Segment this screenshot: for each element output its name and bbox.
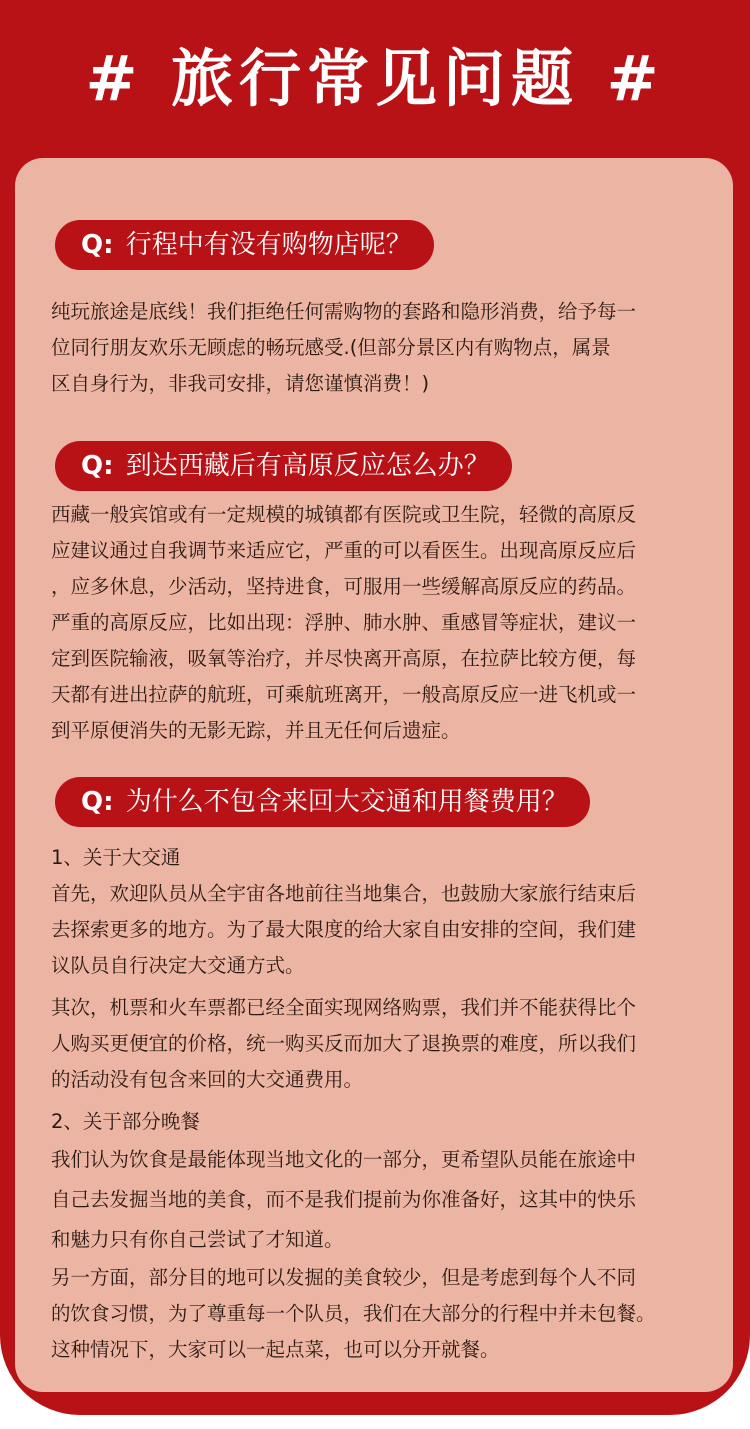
answer-line: 区自身行为，非我司安排，请您谨慎消费！)	[51, 372, 430, 395]
answer-line: 人购买更便宜的价格，统一购买反而加大了退换票的难度，所以我们	[51, 1032, 637, 1055]
answer-line: 到平原便消失的无影无踪，并且无任何后遗症。	[51, 719, 461, 742]
faq-question-transport-meals	[55, 777, 590, 827]
answer-line: 天都有进出拉萨的航班，可乘航班离开，一般高原反应一进飞机或一	[51, 683, 637, 706]
answer-line: 和魅力只有你自己尝试了才知道。	[51, 1228, 344, 1251]
page-title: # 旅行常见问题 #	[85, 42, 665, 115]
faq-question-altitude	[55, 441, 512, 491]
faq-card	[15, 158, 733, 1392]
answer-line: 其次，机票和火车票都已经全面实现网络购票，我们并不能获得比个	[51, 996, 637, 1019]
question-text: 到达西藏后有高原反应怎么办？	[125, 451, 490, 481]
answer-line: 严重的高原反应，比如出现：浮肿、肺水肿、重感冒等症状，建议一	[51, 611, 637, 634]
question-text: 行程中有没有购物店呢？	[125, 230, 412, 260]
section-heading-transport: 1、关于大交通	[51, 846, 181, 869]
answer-line: 另一方面，部分目的地可以发掘的美食较少，但是考虑到每个人不同	[51, 1266, 637, 1289]
question-prefix: Q:	[81, 451, 114, 481]
answer-line: 的活动没有包含来回的大交通费用。	[51, 1068, 364, 1091]
answer-line: 西藏一般宾馆或有一定规模的城镇都有医院或卫生院，轻微的高原反	[51, 503, 637, 526]
answer-line: 议队员自行决定大交通方式。	[51, 954, 305, 977]
answer-line: ，应多休息，少活动，坚持进食，可服用一些缓解高原反应的药品。	[51, 575, 637, 598]
section-heading-meals: 2、关于部分晚餐	[51, 1110, 200, 1133]
faq-question-shopping	[55, 220, 434, 270]
answer-line: 定到医院输液，吸氧等治疗，并尽快离开高原，在拉萨比较方便，每	[51, 647, 637, 670]
question-prefix: Q:	[81, 230, 114, 260]
faq-answer-transport-meals	[51, 840, 711, 1368]
question-text: 为什么不包含来回大交通和用餐费用？	[125, 787, 568, 817]
answer-line: 应建议通过自我调节来适应它，严重的可以看医生。出现高原反应后	[51, 539, 637, 562]
answer-line: 的饮食习惯，为了尊重每一个队员，我们在大部分的行程中并未包餐。	[51, 1302, 656, 1325]
answer-line: 纯玩旅途是底线！我们拒绝任何需购物的套路和隐形消费，给予每一	[51, 300, 637, 323]
faq-answer-shopping	[51, 294, 711, 402]
answer-line: 位同行朋友欢乐无顾虑的畅玩感受.(但部分景区内有购物点，属景	[51, 336, 611, 359]
answer-line: 去探索更多的地方。为了最大限度的给大家自由安排的空间，我们建	[51, 918, 637, 941]
answer-line: 这种情况下，大家可以一起点菜，也可以分开就餐。	[51, 1338, 500, 1361]
question-prefix: Q:	[81, 787, 114, 817]
answer-line: 我们认为饮食是最能体现当地文化的一部分，更希望队员能在旅途中	[51, 1148, 637, 1171]
faq-answer-altitude	[51, 497, 711, 749]
answer-line: 自己去发掘当地的美食，而不是我们提前为你准备好，这其中的快乐	[51, 1188, 637, 1211]
answer-line: 首先，欢迎队员从全宇宙各地前往当地集合，也鼓励大家旅行结束后	[51, 882, 637, 905]
